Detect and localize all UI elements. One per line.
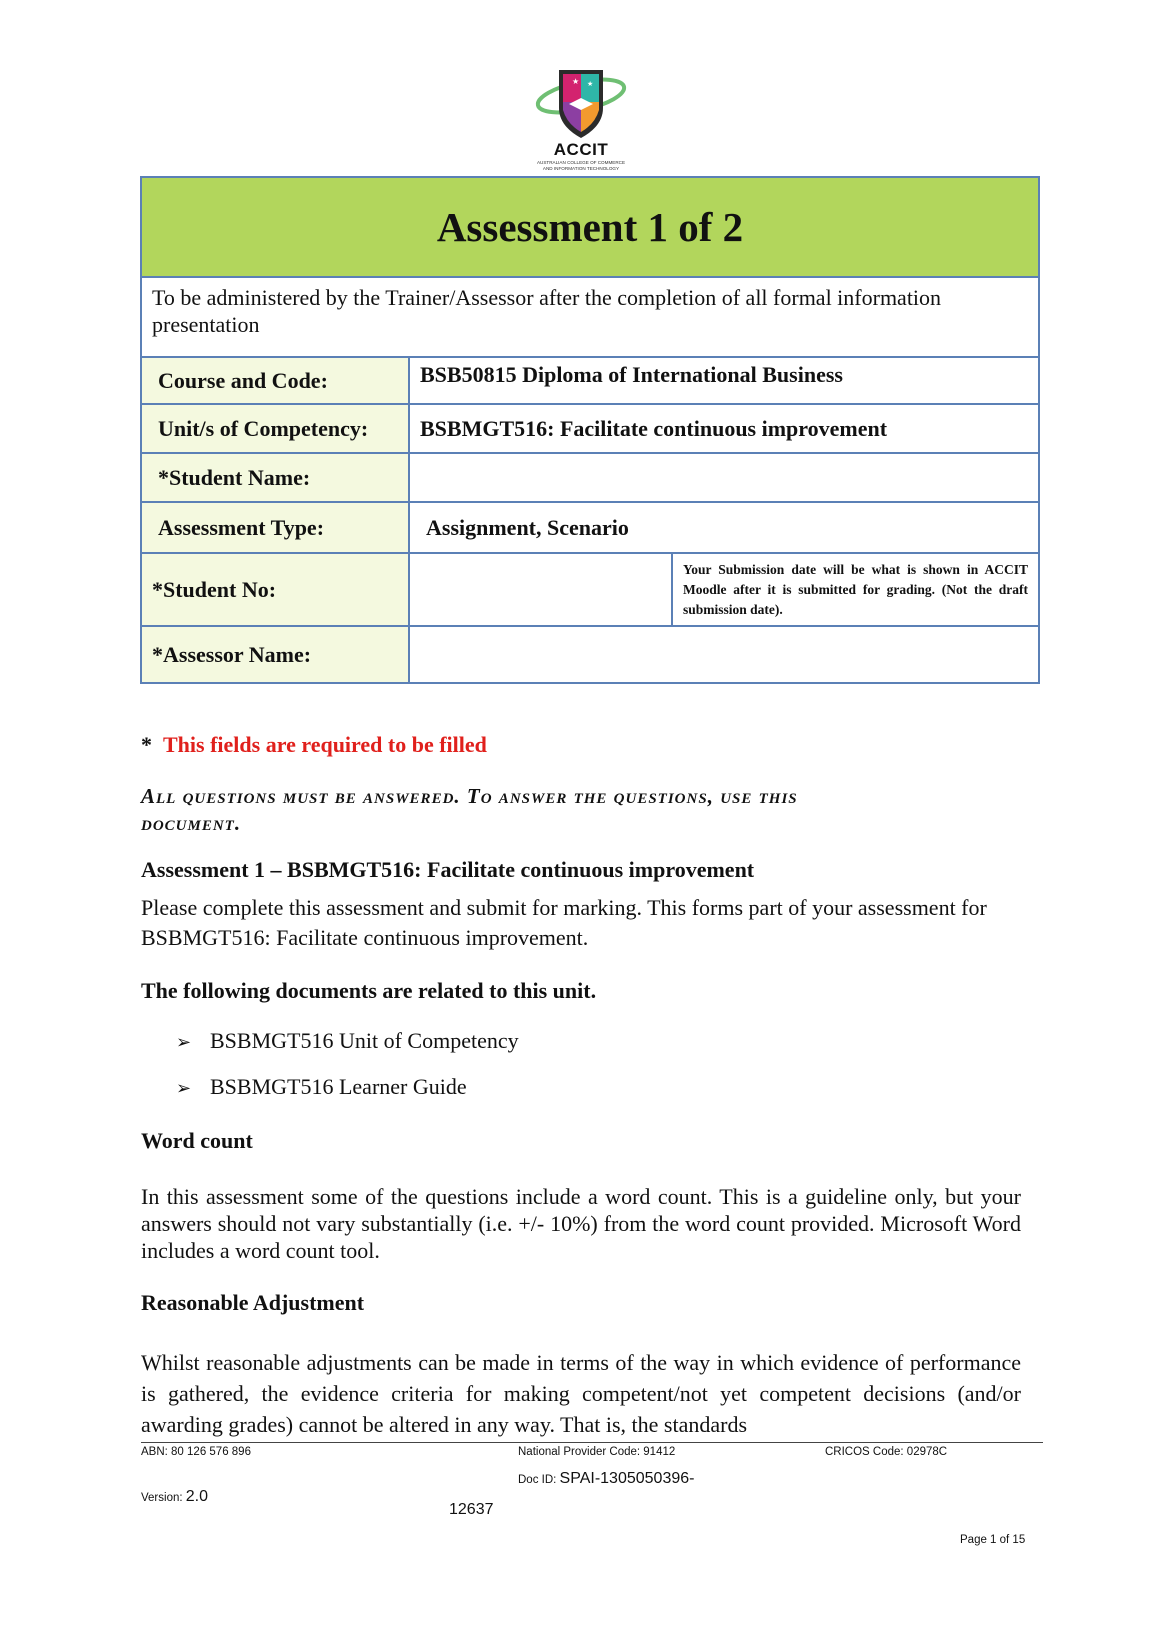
document-name: BSBMGT516 Learner Guide (210, 1074, 467, 1099)
assessment-type-value: Assignment, Scenario (409, 502, 1039, 553)
footer-doc-id (518, 1470, 694, 1488)
assessor-name-label: *Assessor Name: (141, 626, 409, 683)
required-star: * (141, 732, 152, 757)
footer-doc-id-continued (449, 1501, 494, 1519)
doc-id-label: Doc ID: (518, 1474, 557, 1486)
intro-paragraph: Please complete this assessment and submit for marking. This forms part of your assessment for BSBMGT516: Facilitate continuous improvement. (141, 895, 987, 950)
documents-heading: The following documents are related to this unit. (141, 978, 597, 1003)
accit-logo (531, 64, 631, 176)
accit-crest-icon (531, 64, 631, 144)
logo-name: ACCIT (553, 140, 609, 159)
logo-subtitle-line1: AUSTRALIAN COLLEGE OF COMMERCE (536, 160, 626, 165)
administration-note: To be administered by the Trainer/Assessor after the completion of all formal information presentation (141, 277, 1039, 357)
svg-text:★: ★ (587, 80, 594, 88)
list-item (176, 1074, 467, 1100)
assessor-name-field[interactable] (409, 626, 1039, 683)
word-count-heading: Word count (141, 1128, 253, 1153)
course-value: BSB50815 Diploma of International Business (409, 357, 1039, 404)
assessment-type-label: Assessment Type: (141, 502, 409, 553)
student-name-field[interactable] (409, 453, 1039, 502)
version-value: 2.0 (185, 1488, 209, 1505)
doc-id-value: SPAI-1305050396- (559, 1470, 695, 1487)
arrow-bullet-icon: ➢ (176, 1078, 192, 1099)
svg-text:★: ★ (572, 77, 580, 86)
submission-date-note: Your Submission date will be what is shown in ACCIT Moodle after it is submitted for grading. (Not the draft submission date). (672, 553, 1039, 626)
unit-label: Unit/s of Competency: (141, 404, 409, 453)
footer-divider (141, 1442, 1043, 1443)
footer-page-number: Page 1 of 15 (960, 1534, 1026, 1546)
student-no-field[interactable] (409, 553, 672, 626)
arrow-bullet-icon: ➢ (176, 1032, 192, 1053)
logo-subtitle-line2: AND INFORMATION TECHNOLOGY (542, 166, 620, 171)
footer-cricos-code: CRICOS Code: 02978C (825, 1446, 948, 1458)
logo-subtitle (531, 160, 631, 172)
student-no-label: *Student No: (141, 553, 409, 626)
assessment-info-table (140, 176, 1040, 684)
footer-version (141, 1488, 208, 1506)
word-count-paragraph: In this assessment some of the questions include a word count. This is a guideline only, but your answers should not vary substantially (i.e. +/- 10%) from the word count provided. Microsoft Word includes a word count tool. (141, 1184, 1021, 1263)
reasonable-adjustment-heading: Reasonable Adjustment (141, 1290, 365, 1315)
student-name-label: *Student Name: (141, 453, 409, 502)
footer-provider-code: National Provider Code: 91412 (518, 1446, 676, 1458)
required-text: This fields are required to be filled (163, 732, 487, 757)
all-questions-instruction: All questions must be answered. To answer the questions, use this document. (141, 784, 798, 835)
assessment-heading: Assessment 1 – BSBMGT516: Facilitate continuous improvement (141, 857, 755, 882)
required-fields-note (141, 732, 487, 758)
doc-id-continued: 12637 (449, 1501, 494, 1518)
unit-value: BSBMGT516: Facilitate continuous improvement (409, 404, 1039, 453)
assessment-title: Assessment 1 of 2 (141, 177, 1039, 277)
document-name: BSBMGT516 Unit of Competency (210, 1028, 519, 1053)
version-label: Version: (141, 1492, 183, 1504)
course-label: Course and Code: (141, 357, 409, 404)
footer-abn: ABN: 80 126 576 896 (141, 1446, 251, 1458)
reasonable-adjustment-paragraph: Whilst reasonable adjustments can be made in terms of the way in which evidence of performance is gathered, the evidence criteria for making competent/not yet competent decisions (and/or awarding grades) cannot be altered in any way. That is, the standards (141, 1350, 1021, 1437)
list-item (176, 1028, 519, 1054)
